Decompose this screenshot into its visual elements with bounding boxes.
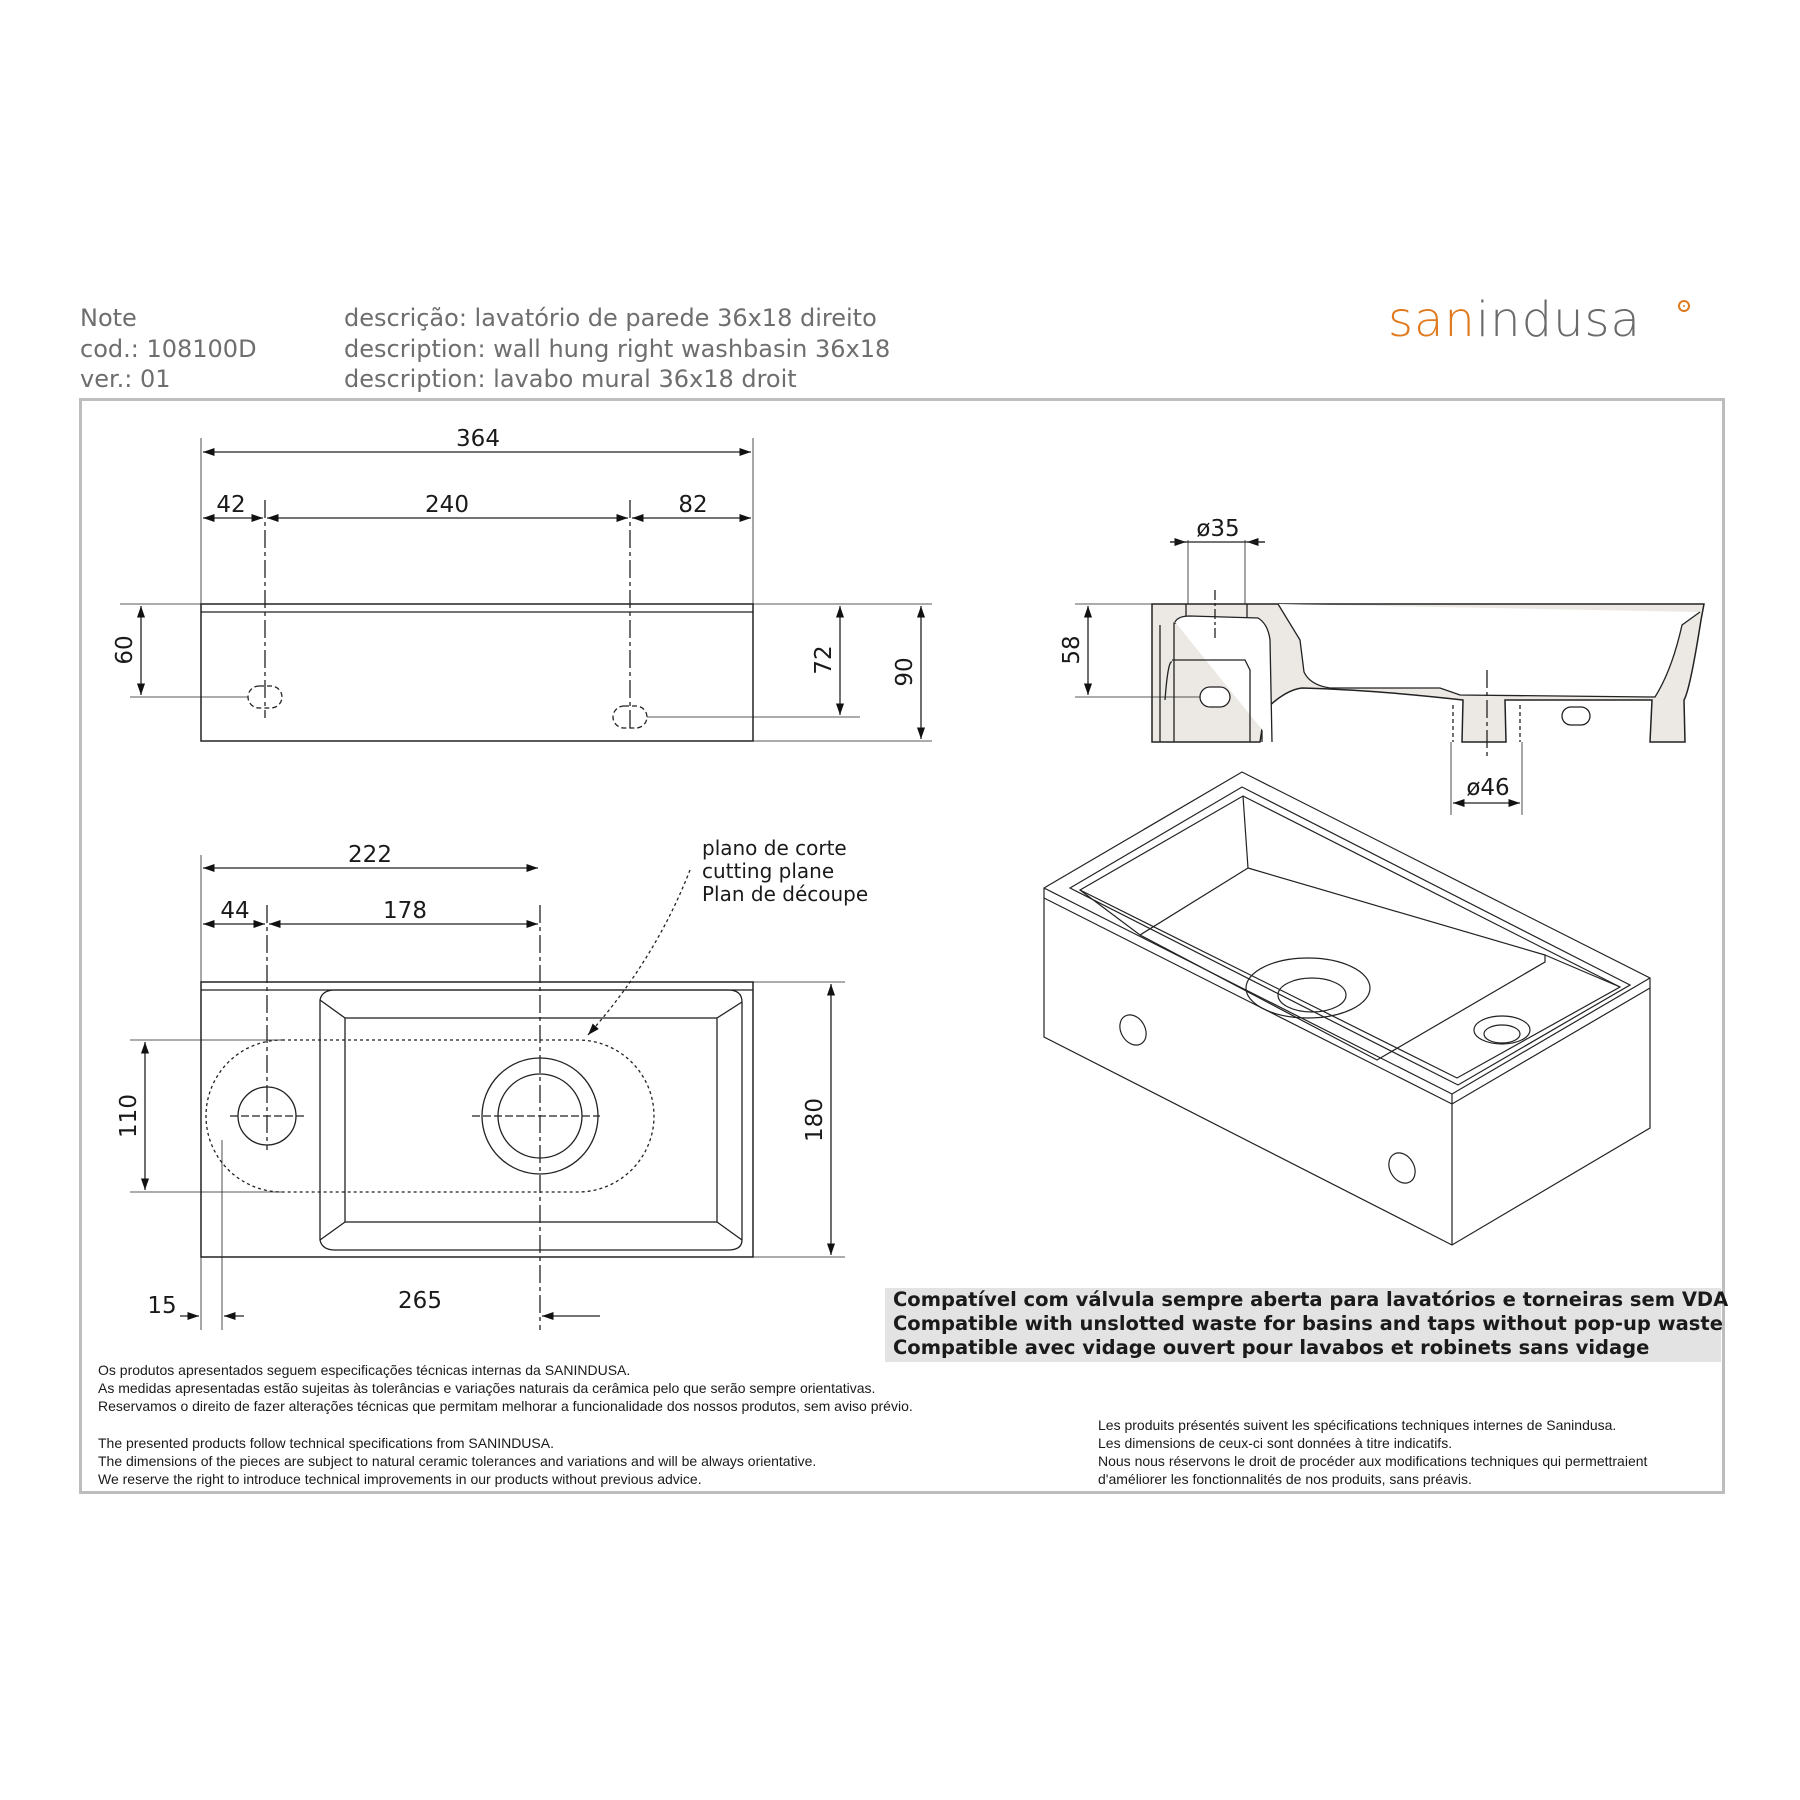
- disclaimer-fr-4: d'améliorer les fonctionnalités de nos produits, sans préavis.: [1098, 1471, 1472, 1487]
- dim-178: 178: [383, 898, 427, 924]
- dim-364: 364: [456, 426, 500, 452]
- dim-42: 42: [216, 492, 246, 518]
- disclaimer-fr-2: Les dimensions de ceux-ci sont données à titre indicatifs.: [1098, 1435, 1453, 1451]
- dim-waste-diameter: ø46: [1466, 775, 1510, 801]
- disclaimer-en-3: We reserve the right to introduce technical improvements in our products without previous advice.: [98, 1471, 702, 1487]
- disclaimer-en-1: The presented products follow technical specifications from SANINDUSA.: [98, 1435, 554, 1451]
- dim-90: 90: [892, 657, 918, 687]
- dim-110: 110: [116, 1094, 142, 1138]
- disclaimer-pt-3: Reservamos o direito de fazer alterações técnicas que permitam melhorar a funcionalidade dos nossos produtos, sem aviso prévio.: [98, 1398, 913, 1414]
- cut-label-en: cutting plane: [702, 859, 835, 883]
- dim-58: 58: [1059, 635, 1085, 665]
- description-fr: description: lavabo mural 36x18 droit: [344, 365, 797, 393]
- compatibility-box: [885, 1288, 1729, 1362]
- front-view: [120, 438, 932, 741]
- disclaimer-en-2: The dimensions of the pieces are subject to natural ceramic tolerances and variations and will be always orientative.: [98, 1453, 817, 1469]
- version: ver.: 01: [80, 365, 171, 393]
- dim-240: 240: [425, 492, 469, 518]
- compat-fr: Compatible avec vidage ouvert pour lavabos et robinets sans vidage: [893, 1336, 1650, 1359]
- section-view: [1075, 540, 1704, 815]
- dimension-labels: [112, 426, 1510, 1319]
- disclaimer-en: [98, 1434, 816, 1488]
- logo-part-indusa: indusa: [1475, 292, 1641, 348]
- description-pt: descrição: lavatório de parede 36x18 direito: [344, 304, 877, 332]
- disclaimer-fr-1: Les produits présentés suivent les spécifications techniques internes de Sanindusa.: [1098, 1417, 1617, 1433]
- dim-tap-diameter: ø35: [1196, 516, 1240, 542]
- cut-label-fr: Plan de découpe: [702, 882, 869, 906]
- dim-60: 60: [112, 635, 138, 665]
- dim-180: 180: [802, 1098, 828, 1142]
- disclaimer-fr: [1098, 1416, 1647, 1488]
- note-label: Note: [80, 304, 137, 332]
- compat-en: Compatible with unslotted waste for basins and taps without pop-up waste: [893, 1312, 1723, 1335]
- disclaimer-pt-2: As medidas apresentadas estão sujeitas às tolerâncias e variações naturais da cerâmica pelo que serão sempre orientativas.: [98, 1380, 876, 1396]
- dim-72: 72: [811, 645, 837, 675]
- dim-222: 222: [348, 842, 392, 868]
- dim-15: 15: [147, 1293, 177, 1319]
- description-en: description: wall hung right washbasin 36x18: [344, 335, 891, 363]
- disclaimer-fr-3: Nous nous réservons le droit de procéder aux modifications techniques qui permettraient: [1098, 1453, 1648, 1469]
- cut-label-pt: plano de corte: [702, 836, 847, 860]
- disclaimer-pt: [98, 1361, 913, 1415]
- top-view: [130, 855, 845, 1330]
- product-code: cod.: 108100D: [80, 335, 257, 363]
- isometric-view: [1044, 772, 1650, 1245]
- compat-pt: Compatível com válvula sempre aberta para lavatórios e torneiras sem VDA: [893, 1288, 1729, 1311]
- dim-44: 44: [220, 898, 250, 924]
- logo-part-san: san: [1388, 292, 1476, 348]
- disclaimer-pt-1: Os produtos apresentados seguem especificações técnicas internas da SANINDUSA.: [98, 1362, 631, 1378]
- dim-265: 265: [398, 1288, 442, 1314]
- dim-82: 82: [678, 492, 708, 518]
